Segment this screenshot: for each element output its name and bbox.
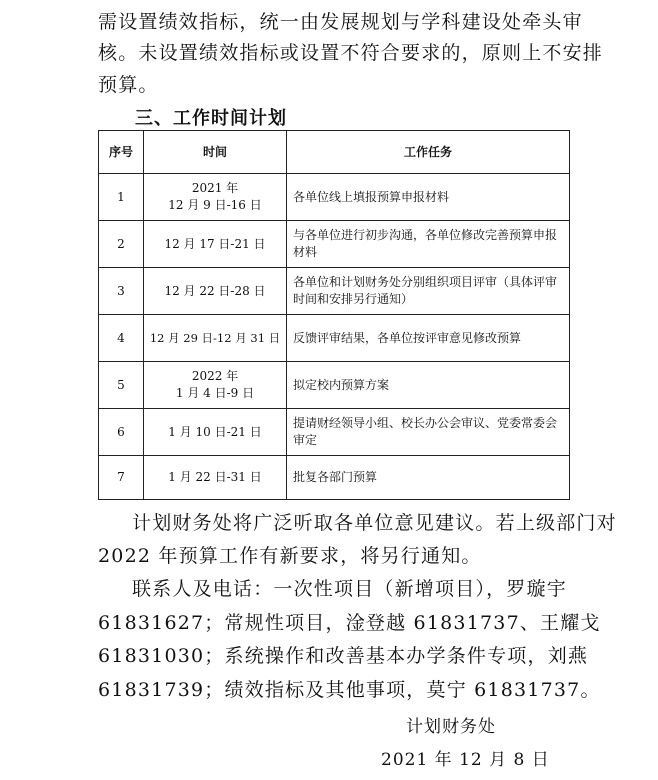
row-no: 6 bbox=[99, 409, 144, 456]
header-no: 序号 bbox=[99, 131, 144, 174]
table-row bbox=[99, 409, 570, 456]
intro-line-2: 核。未设置绩效指标或设置不符合要求的，原则上不安排 bbox=[98, 42, 604, 64]
row-no: 5 bbox=[99, 362, 144, 409]
notice-line-1: 计划财务处将广泛听取各单位意见建议。若上级部门对 bbox=[132, 512, 617, 534]
signature-date: 2021 年 12 月 8 日 bbox=[381, 750, 550, 770]
work-schedule-table bbox=[98, 130, 570, 500]
row-time: 2022 年 1 月 4 日-9 日 bbox=[144, 362, 287, 409]
row-task: 反馈评审结果，各单位按评审意见修改预算 bbox=[287, 315, 570, 362]
row-task: 各单位和计划财务处分别组织项目评审（具体评审时间和安排另行通知） bbox=[287, 268, 570, 315]
row-no: 4 bbox=[99, 315, 144, 362]
contacts-line-2: 61831627；常规性项目，淦登越 61831737、王耀戈 bbox=[98, 612, 601, 634]
contacts-line-4: 61831739；绩效指标及其他事项，莫宁 61831737。 bbox=[98, 679, 601, 701]
header-task: 工作任务 bbox=[287, 131, 570, 174]
row-time: 12 月 29 日-12 月 31 日 bbox=[144, 315, 287, 362]
intro-line-3: 预算。 bbox=[98, 74, 159, 96]
row-task: 各单位线上填报预算申报材料 bbox=[287, 174, 570, 221]
table-row bbox=[99, 315, 570, 362]
table-header-row bbox=[99, 131, 570, 174]
header-time: 时间 bbox=[144, 131, 287, 174]
table-row bbox=[99, 221, 570, 268]
section-heading: 三、工作时间计划 bbox=[135, 108, 287, 129]
row-time: 1 月 10 日-21 日 bbox=[144, 409, 287, 456]
signature-dept: 计划财务处 bbox=[406, 717, 496, 737]
row-no: 2 bbox=[99, 221, 144, 268]
table-row bbox=[99, 268, 570, 315]
intro-line-1: 需设置绩效指标，统一由发展规划与学科建设处牵头审 bbox=[98, 11, 583, 33]
row-task: 批复各部门预算 bbox=[287, 456, 570, 500]
row-no: 7 bbox=[99, 456, 144, 500]
row-task: 提请财经领导小组、校长办公会审议、党委常委会审定 bbox=[287, 409, 570, 456]
row-task: 与各单位进行初步沟通，各单位修改完善预算申报材料 bbox=[287, 221, 570, 268]
notice-line-2: 2022 年预算工作有新要求，将另行通知。 bbox=[98, 545, 482, 567]
table-row bbox=[99, 456, 570, 500]
contacts-line-1: 联系人及电话：一次性项目（新增项目），罗璇宇 bbox=[132, 578, 567, 600]
contacts-line-3: 61831030；系统操作和改善基本办学条件专项，刘燕 bbox=[98, 645, 589, 667]
row-task: 拟定校内预算方案 bbox=[287, 362, 570, 409]
table-row bbox=[99, 174, 570, 221]
row-no: 3 bbox=[99, 268, 144, 315]
table-row bbox=[99, 362, 570, 409]
row-time: 1 月 22 日-31 日 bbox=[144, 456, 287, 500]
row-time: 12 月 17 日-21 日 bbox=[144, 221, 287, 268]
row-time: 2021 年 12 月 9 日-16 日 bbox=[144, 174, 287, 221]
row-no: 1 bbox=[99, 174, 144, 221]
row-time: 12 月 22 日-28 日 bbox=[144, 268, 287, 315]
